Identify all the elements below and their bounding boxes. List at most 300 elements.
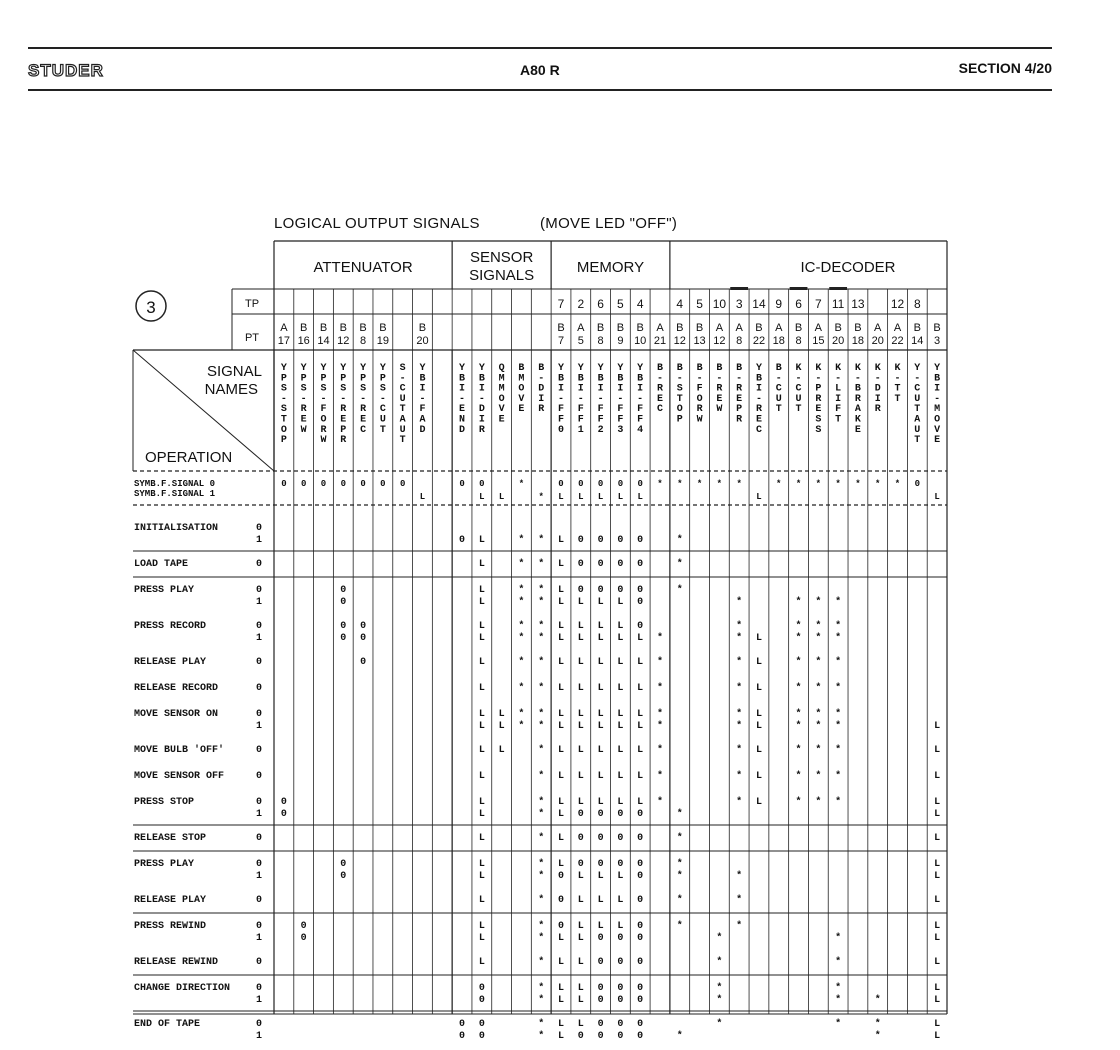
signal-name-char: F — [597, 414, 604, 426]
signal-name-char: C — [399, 383, 406, 395]
tp-value: 6 — [795, 297, 802, 311]
cell-value: * — [538, 895, 545, 906]
signal-name-char: Y — [755, 363, 762, 374]
signal-name-char: - — [795, 373, 802, 385]
signal-name-char: E — [815, 404, 822, 416]
pt-number: 16 — [297, 335, 310, 347]
cell-value: * — [538, 933, 545, 944]
signal-name-char: T — [914, 404, 921, 416]
cell-value: * — [795, 683, 802, 694]
state-value: 0 — [255, 523, 263, 534]
cell-value: * — [538, 833, 545, 844]
pt-number: 12 — [337, 335, 350, 347]
cell-value: * — [815, 621, 822, 632]
cell-value: 0 — [597, 995, 604, 1006]
cell-value: * — [518, 657, 525, 668]
pt-letter: B — [676, 322, 684, 334]
pt-letter: B — [636, 322, 644, 334]
signal-name-char: D — [538, 383, 545, 395]
signal-name-char: V — [934, 424, 941, 436]
cell-value: * — [518, 597, 525, 608]
signal-name-char: O — [280, 424, 287, 436]
cell-value: L — [558, 657, 565, 668]
cell-value: 0 — [340, 859, 347, 870]
cell-value: * — [736, 921, 743, 932]
cell-value: * — [518, 535, 525, 546]
cell-value: L — [597, 771, 604, 782]
symb-cell: * — [538, 492, 544, 502]
tp-value: 6 — [597, 297, 604, 311]
tp-value: 5 — [696, 297, 703, 311]
signal-name-char: Y — [360, 363, 367, 374]
group-header: SIGNALS — [469, 267, 535, 284]
cell-value: L — [478, 559, 485, 570]
signal-name-char: K — [854, 363, 861, 374]
cell-value: 0 — [637, 809, 644, 820]
cell-value: * — [835, 933, 842, 944]
cell-value: 0 — [637, 597, 644, 608]
pt-letter: A — [814, 322, 823, 334]
cell-value: 0 — [637, 933, 644, 944]
signal-name-char: T — [280, 414, 287, 426]
cell-value: L — [637, 721, 644, 732]
symb-cell: L — [558, 492, 564, 502]
tp-value: 5 — [617, 297, 624, 311]
cell-value: L — [478, 895, 485, 906]
signal-name-char: - — [577, 393, 584, 405]
cell-value: L — [617, 745, 624, 756]
cell-value: 0 — [558, 895, 565, 906]
cell-value: 0 — [300, 933, 307, 944]
cell-value: L — [478, 585, 485, 596]
model-label: A80 R — [520, 62, 560, 78]
pt-letter: A — [715, 322, 724, 334]
signal-name-char: I — [874, 393, 881, 405]
cell-value: 0 — [637, 871, 644, 882]
cell-value: L — [755, 633, 762, 644]
cell-value: 0 — [459, 535, 466, 546]
state-value: 1 — [255, 633, 263, 644]
signal-name-char: - — [934, 393, 941, 405]
signal-name-char: B — [755, 373, 762, 385]
signal-name-char: E — [934, 435, 941, 447]
cell-value: 0 — [340, 621, 347, 632]
signal-name-char: Y — [597, 363, 604, 374]
signal-name-char: C — [914, 383, 921, 395]
cell-value: 0 — [597, 859, 604, 870]
cell-value: 0 — [597, 983, 604, 994]
signal-name-char: C — [360, 424, 367, 436]
cell-value: 0 — [577, 859, 584, 870]
signal-name-char: K — [874, 363, 881, 374]
cell-value: * — [815, 633, 822, 644]
signal-name-char: F — [577, 414, 584, 426]
cell-value: * — [656, 771, 663, 782]
cell-value: L — [478, 633, 485, 644]
cell-value: * — [835, 721, 842, 732]
pt-number: 7 — [557, 335, 565, 347]
symb-label: SYMB.F.SIGNAL 0 — [134, 479, 216, 489]
cell-value: L — [617, 721, 624, 732]
signal-name-char: R — [736, 414, 743, 426]
signal-name-char: B — [419, 373, 426, 385]
cell-value: 0 — [597, 585, 604, 596]
signal-name-char: A — [419, 414, 426, 426]
pt-number: 8 — [736, 335, 743, 347]
state-value: 0 — [255, 745, 263, 756]
operation-name: RELEASE RECORD — [134, 683, 219, 694]
cell-value: L — [498, 745, 505, 756]
signal-name-char: O — [696, 393, 703, 405]
cell-value: L — [498, 721, 505, 732]
state-value: 0 — [255, 683, 263, 694]
pt-number: 21 — [653, 335, 667, 347]
cell-value: L — [478, 709, 485, 720]
signal-name-char: - — [360, 393, 367, 405]
signal-name-char: T — [894, 383, 901, 395]
cell-value: L — [755, 657, 762, 668]
cell-value: * — [716, 1019, 723, 1030]
symb-cell: 0 — [380, 479, 386, 489]
cell-value: L — [637, 745, 644, 756]
signal-name-char: T — [894, 393, 901, 405]
cell-value: 0 — [617, 957, 624, 968]
cell-value: * — [676, 535, 683, 546]
cell-value: 0 — [637, 621, 644, 632]
symb-cell: L — [756, 492, 762, 502]
tp-value: 11 — [831, 297, 845, 311]
signal-name-char: E — [300, 414, 307, 426]
pt-letter: B — [359, 322, 367, 334]
symb-cell: L — [498, 492, 505, 502]
operation-name: LOAD TAPE — [134, 559, 189, 570]
cell-value: * — [795, 621, 802, 632]
cell-value: L — [558, 933, 565, 944]
signal-name-char: P — [340, 373, 347, 385]
cell-value: L — [934, 871, 941, 882]
cell-value: * — [736, 709, 743, 720]
operation-name: PRESS RECORD — [134, 621, 207, 632]
corner-signal: SIGNAL — [206, 363, 262, 380]
tp-value: 4 — [676, 297, 684, 311]
operation-name: MOVE SENSOR OFF — [134, 771, 225, 782]
cell-value: L — [617, 771, 624, 782]
symb-cell: 0 — [597, 479, 604, 489]
pt-number: 18 — [772, 335, 785, 347]
signal-name-char: Q — [498, 363, 505, 374]
signal-name-char: - — [558, 393, 565, 405]
signal-name-char: F — [617, 404, 624, 416]
state-value: 0 — [255, 771, 263, 782]
cell-value: L — [934, 771, 941, 782]
cell-value: L — [577, 621, 584, 632]
cell-value: * — [656, 745, 663, 756]
signal-name-char: R — [300, 404, 307, 416]
signal-name-char: - — [478, 393, 485, 405]
cell-value: * — [656, 709, 663, 720]
signal-name-char: - — [874, 373, 881, 385]
cell-value: 0 — [280, 809, 287, 820]
signal-name-char: B — [459, 373, 466, 385]
cell-value: * — [676, 585, 683, 596]
diagram-number: 3 — [146, 298, 156, 317]
cell-value: * — [538, 621, 545, 632]
pt-letter: A — [656, 322, 664, 334]
cell-value: L — [597, 745, 604, 756]
cell-value: 0 — [617, 535, 624, 546]
signal-name-char: B — [716, 363, 723, 374]
operation-name: CHANGE DIRECTION — [134, 983, 231, 994]
cell-value: L — [558, 995, 565, 1006]
signal-name-char: - — [637, 393, 644, 405]
symb-cell: L — [597, 492, 604, 502]
cell-value: 0 — [459, 1019, 466, 1030]
signal-name-char: E — [854, 424, 861, 436]
cell-value: L — [637, 683, 644, 694]
cell-value: L — [577, 957, 584, 968]
cell-value: L — [617, 871, 624, 882]
signal-name-char: B — [696, 363, 703, 374]
group-header: ATTENUATOR — [313, 259, 413, 276]
cell-value: L — [617, 683, 624, 694]
cell-value: 0 — [637, 585, 644, 596]
state-value: 0 — [255, 559, 263, 570]
operation-name: MOVE BULB 'OFF' — [134, 745, 225, 756]
signal-name-char: U — [379, 414, 386, 426]
signal-name-char: E — [518, 404, 525, 416]
signal-name-char: - — [617, 393, 624, 405]
cell-value: L — [934, 921, 941, 932]
symb-cell: 0 — [340, 479, 346, 489]
state-value: 0 — [255, 895, 263, 906]
cell-value: * — [736, 771, 743, 782]
signal-name-char: F — [558, 404, 565, 416]
operation-name: PRESS REWIND — [134, 921, 207, 932]
cell-value: * — [795, 709, 802, 720]
cell-value: 0 — [577, 585, 584, 596]
symb-cell: 0 — [617, 479, 624, 489]
state-value: 1 — [255, 933, 263, 944]
signal-name-char: P — [340, 424, 347, 436]
cell-value: 0 — [459, 1031, 466, 1042]
cell-value: * — [716, 933, 723, 944]
signal-name-char: K — [815, 363, 822, 374]
tp-value: 7 — [814, 297, 822, 311]
logical-output-title: LOGICAL OUTPUT SIGNALS — [274, 215, 480, 232]
cell-value: L — [934, 721, 941, 732]
signal-name-char: R — [696, 404, 703, 416]
cell-value: * — [835, 745, 842, 756]
pt-letter: B — [557, 322, 565, 334]
signal-name-char: P — [360, 373, 367, 385]
symb-cell: * — [855, 479, 861, 489]
pt-label: PT — [244, 332, 260, 344]
symb-cell: L — [419, 492, 426, 502]
cell-value: L — [478, 621, 485, 632]
cell-value: * — [538, 745, 545, 756]
cell-value: L — [597, 657, 604, 668]
cell-value: 0 — [597, 1031, 604, 1042]
signal-name-char: A — [854, 404, 861, 416]
operation-name: RELEASE STOP — [134, 833, 207, 844]
cell-value: L — [478, 771, 485, 782]
cell-value: L — [755, 683, 762, 694]
pt-number: 14 — [911, 335, 924, 347]
signal-name-char: A — [914, 414, 921, 426]
pt-letter: B — [596, 322, 605, 334]
corner-names: NAMES — [204, 381, 258, 398]
tp-value: 14 — [752, 297, 766, 311]
pt-letter: B — [300, 322, 308, 334]
signal-name-char: M — [498, 373, 505, 385]
signal-name-char: B — [597, 373, 604, 385]
pt-number: 14 — [317, 335, 330, 347]
signal-name-char: U — [399, 393, 406, 405]
cell-value: 0 — [577, 809, 584, 820]
cell-value: 0 — [617, 559, 624, 570]
tp-value: 3 — [735, 297, 743, 311]
cell-value: L — [558, 833, 565, 844]
pt-number: 18 — [851, 335, 865, 347]
cell-value: L — [577, 745, 584, 756]
cell-value: L — [597, 871, 604, 882]
section-label: SECTION 4/20 — [958, 60, 1052, 76]
signal-name-char: O — [518, 383, 525, 395]
cell-value: 0 — [340, 871, 347, 882]
signal-name-char: B — [577, 373, 584, 385]
cell-value: 0 — [478, 995, 485, 1006]
signal-name-char: O — [498, 393, 505, 405]
signal-name-char: R — [360, 404, 367, 416]
signal-name-char: - — [755, 393, 762, 405]
cell-value: * — [736, 597, 743, 608]
cell-value: * — [815, 771, 822, 782]
signal-name-char: R — [815, 393, 822, 405]
signal-name-char: F — [617, 414, 624, 426]
signal-name-char: R — [716, 383, 723, 395]
cell-value: * — [835, 983, 842, 994]
symb-cell: * — [835, 479, 841, 489]
tp-marker — [730, 287, 748, 290]
cell-value: * — [538, 859, 545, 870]
cell-value: * — [676, 833, 683, 844]
signal-name-char: M — [934, 404, 941, 416]
symb-cell: 0 — [320, 479, 327, 489]
signal-name-char: S — [280, 404, 287, 416]
signal-name-char: W — [696, 414, 703, 426]
cell-value: * — [835, 709, 842, 720]
cell-value: * — [835, 771, 842, 782]
signal-name-char: - — [854, 373, 861, 385]
signal-name-char: I — [617, 383, 624, 395]
cell-value: * — [815, 657, 822, 668]
cell-value: L — [617, 633, 624, 644]
cell-value: * — [736, 633, 743, 644]
cell-value: 0 — [597, 833, 604, 844]
pt-letter: B — [794, 322, 803, 334]
cell-value: 0 — [617, 809, 624, 820]
cell-value: L — [577, 633, 584, 644]
tp-marker — [790, 287, 808, 290]
signal-name-char: - — [459, 393, 466, 405]
signal-name-char: B — [656, 363, 663, 374]
signal-name-char: S — [360, 383, 367, 395]
cell-value: * — [538, 797, 545, 808]
signal-name-char: V — [498, 404, 505, 416]
signal-name-char: P — [280, 373, 287, 385]
state-value: 1 — [255, 721, 263, 732]
cell-value: * — [736, 871, 743, 882]
signal-name-char: Y — [617, 363, 624, 374]
signal-name-char: M — [498, 383, 505, 395]
cell-value: L — [478, 859, 485, 870]
signal-name-char: I — [459, 383, 466, 395]
symb-cell: * — [875, 479, 881, 489]
signal-name-char: 1 — [577, 424, 584, 436]
cell-value: 0 — [340, 585, 347, 596]
signal-name-char: U — [914, 424, 921, 436]
operation-name: RELEASE PLAY — [134, 895, 207, 906]
signal-name-char: T — [399, 404, 406, 416]
signal-name-char: Y — [459, 363, 466, 374]
signal-name-char: O — [934, 414, 941, 426]
cell-value: L — [577, 995, 584, 1006]
signal-name-char: D — [874, 383, 881, 395]
tp-value: 13 — [851, 297, 865, 311]
signal-name-char: - — [300, 393, 307, 405]
cell-value: L — [558, 597, 565, 608]
cell-value: * — [835, 683, 842, 694]
signal-name-char: W — [320, 435, 327, 447]
cell-value: * — [538, 995, 545, 1006]
signal-name-char: E — [656, 393, 663, 405]
signal-name-char: B — [558, 373, 565, 385]
cell-value: * — [518, 721, 525, 732]
operation-name: RELEASE REWIND — [134, 957, 219, 968]
pt-letter: A — [893, 322, 902, 334]
tp-value: 4 — [636, 297, 644, 311]
cell-value: L — [597, 683, 604, 694]
cell-value: L — [755, 771, 762, 782]
cell-value: L — [617, 621, 624, 632]
pt-number: 20 — [832, 335, 845, 347]
signal-name-char: O — [320, 414, 327, 426]
cell-value: * — [835, 621, 842, 632]
cell-value: * — [835, 657, 842, 668]
cell-value: L — [755, 721, 762, 732]
signal-name-char: R — [478, 424, 485, 436]
cell-value: * — [518, 683, 525, 694]
signal-name-char: I — [419, 383, 426, 395]
signal-name-char: F — [637, 404, 644, 416]
cell-value: L — [577, 771, 584, 782]
cell-value: * — [538, 983, 545, 994]
cell-value: L — [934, 895, 941, 906]
cell-value: 0 — [597, 559, 604, 570]
pt-number: 10 — [634, 335, 647, 347]
signal-name-char: T — [379, 424, 386, 436]
signal-name-char: O — [676, 404, 683, 416]
cell-value: L — [478, 797, 485, 808]
cell-value: 0 — [617, 833, 624, 844]
pt-number: 9 — [617, 335, 624, 347]
cell-value: 0 — [597, 957, 604, 968]
pt-letter: A — [577, 322, 585, 334]
signal-name-char: C — [775, 383, 782, 395]
signal-name-char: P — [676, 414, 683, 426]
cell-value: L — [934, 983, 941, 994]
state-value: 0 — [255, 859, 263, 870]
